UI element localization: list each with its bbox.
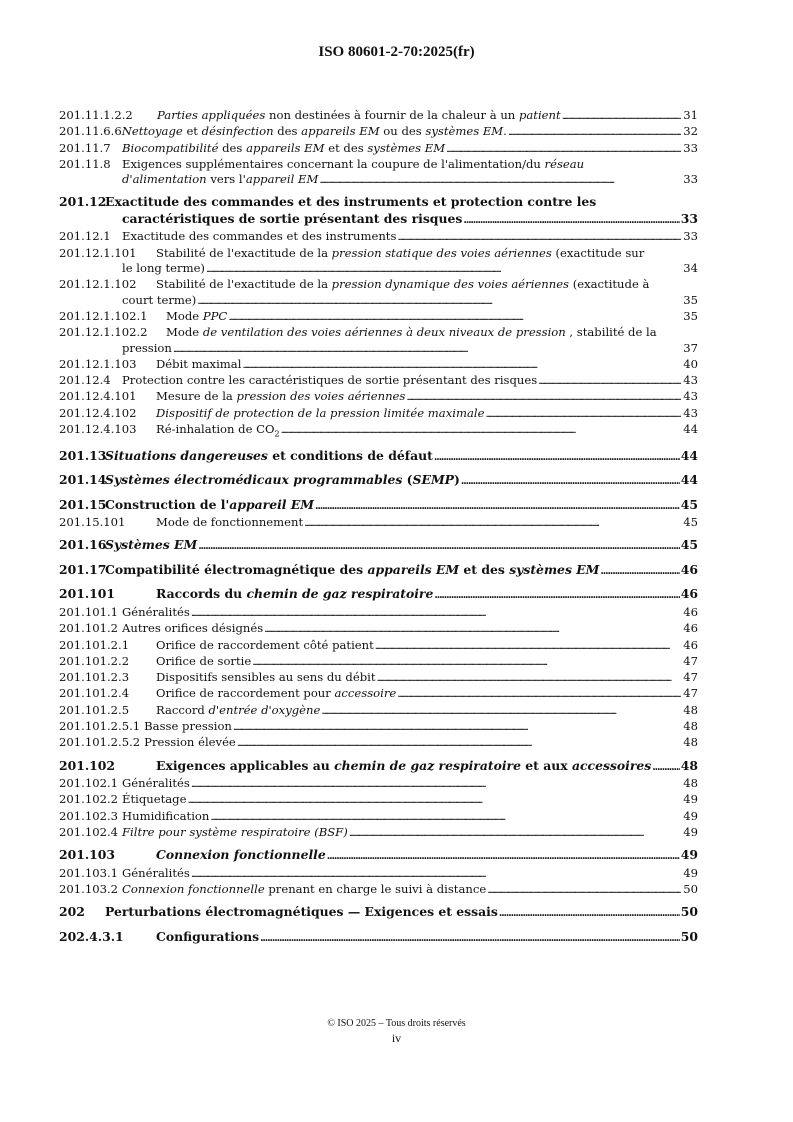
toc-entry[interactable]: 201.16 Systèmes EM . . . 45: [59, 537, 698, 556]
toc-entry[interactable]: 201.12 Exactitude des commandes et des instruments et protection contre les caractéristiques de sortie présentant des risques . . . 33: [59, 194, 698, 229]
toc-page: 35: [683, 308, 698, 323]
toc-page: 33: [680, 210, 698, 226]
toc-entry[interactable]: 201.12.1.102.1 Mode PPC . . . 35: [59, 309, 698, 325]
dot-leader: [187, 792, 681, 808]
toc-number: 201.12.4.103: [59, 422, 137, 437]
toc-entry[interactable]: 201.101.2.1 Orifice de raccordement côté patient . . . 46: [59, 638, 698, 654]
dot-leader: [461, 472, 680, 491]
toc-entry[interactable]: 201.101.2.2 Orifice de sortie . . . 47: [59, 654, 698, 670]
toc-number: 201.101.2.5.2: [59, 735, 141, 750]
toc-page: 34: [683, 261, 698, 276]
toc-entry[interactable]: 201.102.2 Étiquetage . . . 49: [59, 792, 698, 808]
toc-number: 201.101.2.3: [59, 670, 130, 685]
toc-page: 44: [683, 422, 698, 437]
dot-leader: [434, 586, 679, 605]
toc-number: 201.103.1: [59, 865, 119, 880]
toc-page: 46: [683, 604, 698, 619]
toc-number: 201.16: [59, 537, 107, 553]
toc-entry[interactable]: 201.11.7 Biocompatibilité des appareils EM et des systèmes EM . . . 33: [59, 141, 698, 157]
dot-leader: [233, 719, 681, 735]
toc-page: 49: [683, 865, 698, 880]
toc-page: 49: [680, 847, 698, 863]
dot-leader: [191, 866, 681, 882]
dot-leader: [406, 389, 681, 405]
dot-leader: [237, 735, 681, 751]
toc-number: 201.102.4: [59, 825, 119, 840]
toc-page: 49: [683, 825, 698, 840]
dot-leader: [652, 758, 679, 777]
toc-number: 201.101.2.4: [59, 686, 130, 701]
dot-leader: [397, 686, 681, 702]
toc-page: 31: [683, 108, 698, 122]
toc-number: 201.11.7: [59, 140, 111, 155]
toc-number: 201.101.2.5.1: [59, 719, 141, 734]
toc-entry[interactable]: 201.15.101 Mode de fonctionnement . . . 45: [59, 515, 698, 531]
toc-page: 47: [683, 686, 698, 701]
toc-page: 44: [680, 472, 698, 488]
document-id: ISO 80601-2-70:2025(fr): [318, 44, 475, 60]
dot-leader: [499, 904, 680, 923]
toc-page: 48: [683, 776, 698, 791]
dot-leader: [315, 497, 680, 516]
toc-entry[interactable]: 201.12.1.103 Débit maximal . . . 40: [59, 357, 698, 373]
toc-page: 48: [683, 719, 698, 734]
toc-number: 201.17: [59, 561, 107, 577]
toc-page: 33: [683, 172, 698, 187]
toc-page: 44: [680, 447, 698, 463]
toc-entry[interactable]: 201.17 Compatibilité électromagnétique des appareils EM et des systèmes EM . . . 46: [59, 562, 698, 581]
dot-leader: [228, 309, 681, 325]
toc-number: 201.12: [59, 194, 107, 210]
toc-number: 201.101: [59, 586, 116, 602]
page-number: iv: [391, 1031, 402, 1045]
toc-entry[interactable]: 201.103.1 Généralités . . . 49: [59, 866, 698, 882]
toc-page: 46: [680, 561, 698, 577]
toc-page: 32: [683, 124, 698, 139]
dot-leader: [264, 621, 681, 637]
toc-number: 201.102.3: [59, 808, 119, 823]
dot-leader: [377, 670, 682, 686]
toc-entry[interactable]: 201.12.1 Exactitude des commandes et des instruments . . . 33: [59, 229, 698, 245]
toc-entry[interactable]: 201.11.6.6 Nettoyage et désinfection des appareils EM ou des systèmes EM. . . . 32: [59, 124, 698, 140]
toc-number: 201.103: [59, 847, 116, 863]
toc-number: 201.12.1: [59, 229, 111, 244]
page-footer: [0, 1017, 793, 1045]
toc-page: 37: [683, 340, 698, 355]
copyright-notice: © ISO 2025 – Tous droits réservés: [327, 1018, 466, 1029]
dot-leader: [375, 638, 681, 654]
toc-page: 50: [680, 904, 698, 920]
toc-entry[interactable]: 201.101.2.3 Dispositifs sensibles au sens du débit . . . 47: [59, 670, 698, 686]
toc-entry[interactable]: 201.12.4.103 Ré-inhalation de $CO_2$ . . . 44: [59, 422, 698, 442]
toc-number: 201.102: [59, 757, 116, 773]
toc-number: 201.102.1: [59, 776, 119, 791]
toc-number: 201.12.1.102: [59, 277, 137, 292]
toc-page: 50: [683, 882, 698, 897]
toc-page: 48: [683, 735, 698, 750]
toc-number: 201.15.101: [59, 515, 126, 530]
dot-leader: [319, 172, 681, 188]
toc-number: 201.12.1.102.2: [59, 325, 148, 340]
toc-page: 45: [680, 496, 698, 512]
dot-leader: [252, 654, 681, 670]
dot-leader: [206, 261, 681, 277]
toc-number: 201.101.2.5: [59, 702, 130, 717]
table-of-contents: [59, 108, 698, 947]
toc-page: 33: [683, 229, 698, 244]
toc-entry[interactable]: 201.14 Systèmes électromédicaux programmables (SEMP) . . . 44: [59, 472, 698, 491]
toc-number: 201.11.8: [59, 156, 111, 171]
dot-leader: [446, 141, 681, 157]
toc-page: 49: [683, 792, 698, 807]
toc-page: 43: [683, 373, 698, 388]
toc-page: 45: [680, 537, 698, 553]
toc-page: 47: [683, 653, 698, 668]
toc-number: 201.13: [59, 447, 107, 463]
toc-number: 201.12.4: [59, 373, 111, 388]
toc-entry[interactable]: 201.12.4.101 Mesure de la pression des voies aériennes . . . 43: [59, 389, 698, 405]
toc-entry[interactable]: 201.103 Connexion fonctionnelle . . . 49: [59, 847, 698, 866]
dot-leader: [349, 825, 681, 841]
toc-number: 201.103.2: [59, 882, 119, 897]
toc-entry[interactable]: 201.102.1 Généralités . . . 48: [59, 776, 698, 792]
dot-leader: [191, 605, 681, 621]
toc-entry[interactable]: 201.15 Construction de l'appareil EM . . . 45: [59, 497, 698, 516]
dot-leader: [434, 448, 680, 467]
dot-leader: [191, 776, 681, 792]
dot-leader: [327, 847, 680, 866]
toc-entry[interactable]: 201.11.1.2.2 Parties appliquées non destinées à fournir de la chaleur à un patient . . . 31: [59, 108, 698, 124]
toc-page: 48: [683, 702, 698, 717]
toc-page: 43: [683, 405, 698, 420]
dot-leader: [485, 406, 681, 422]
toc-page: 49: [683, 808, 698, 823]
toc-entry[interactable]: 201.101.2 Autres orifices désignés . . . 46: [59, 621, 698, 637]
toc-number: 202.4.3.1: [59, 928, 124, 944]
toc-number: 201.12.4.102: [59, 405, 137, 420]
toc-entry[interactable]: 201.101.2.5.2 Pression élevée . . . 48: [59, 735, 698, 751]
toc-number: 201.15: [59, 496, 107, 512]
toc-entry[interactable]: 201.101.2.5 Raccord d'entrée d'oxygène . . . 48: [59, 703, 698, 719]
toc-entry[interactable]: 201.12.1.102.2 Mode de ventilation des voies aériennes à deux niveaux de pression , stabilité de la pression . . . 37: [59, 325, 698, 357]
toc-entry[interactable]: 201.102 Exigences applicables au chemin de gaz respiratoire et aux accessoires . . . 48: [59, 758, 698, 777]
toc-number: 201.101.1: [59, 604, 119, 619]
toc-page: 45: [683, 515, 698, 530]
page-header: [0, 44, 793, 61]
dot-leader: [487, 882, 681, 898]
toc-page: 35: [683, 292, 698, 307]
toc-entry[interactable]: 202.4.3.1 Configurations . . . 50: [59, 929, 698, 948]
dot-leader: [562, 108, 681, 124]
toc-page: 48: [680, 757, 698, 773]
toc-page: 43: [683, 389, 698, 404]
toc-entry[interactable]: 201.101.2.4 Orifice de raccordement pour accessoire . . . 47: [59, 686, 698, 702]
toc-entry[interactable]: 202 Perturbations électromagnétiques — Exigences et essais . . . 50: [59, 904, 698, 923]
toc-page: 50: [680, 928, 698, 944]
dot-leader: [304, 515, 681, 531]
toc-page: 46: [683, 637, 698, 652]
dot-leader: [508, 124, 681, 140]
dot-leader: [260, 929, 680, 948]
dot-leader: [198, 537, 680, 556]
dot-leader: [173, 341, 681, 357]
toc-page: 47: [683, 670, 698, 685]
toc-number: 201.102.2: [59, 792, 119, 807]
toc-page: 46: [680, 586, 698, 602]
toc-number: 201.14: [59, 472, 107, 488]
toc-entry[interactable]: 201.12.1.102 Stabilité de l'exactitude de la pression dynamique des voies aériennes (exactitude à court terme) . . . 35: [59, 277, 698, 309]
dot-leader: [242, 357, 681, 373]
dot-leader: [281, 422, 681, 438]
toc-number: 201.11.6.6: [59, 124, 122, 139]
dot-leader: [321, 703, 681, 719]
toc-number: 201.12.1.103: [59, 356, 137, 371]
toc-number: 201.101.2.1: [59, 637, 130, 652]
toc-entry[interactable]: 201.102.4 Filtre pour système respiratoire (BSF) . . . 49: [59, 825, 698, 841]
toc-entry[interactable]: 201.101 Raccords du chemin de gaz respiratoire . . . 46: [59, 586, 698, 605]
toc-page: 46: [683, 621, 698, 636]
dot-leader: [210, 809, 681, 825]
toc-entry[interactable]: 201.102.3 Humidification . . . 49: [59, 809, 698, 825]
dot-leader: [538, 373, 681, 389]
toc-page: 40: [683, 356, 698, 371]
toc-entry[interactable]: 201.12.1.101 Stabilité de l'exactitude de la pression statique des voies aériennes (exactitude sur le long terme) . . . 34: [59, 246, 698, 278]
toc-entry[interactable]: 201.11.8 Exigences supplémentaires concernant la coupure de l'alimentation/du réseau d'alimentation vers l'appareil EM . . . 33: [59, 157, 698, 189]
toc-entry[interactable]: 201.101.2.5.1 Basse pression . . . 48: [59, 719, 698, 735]
toc-number: 201.12.1.101: [59, 245, 137, 260]
toc-number: 201.101.2.2: [59, 653, 130, 668]
toc-number: 201.11.1.2.2: [59, 108, 133, 122]
toc-entry[interactable]: 201.13 Situations dangereuses et conditions de défaut . . . 44: [59, 448, 698, 467]
toc-number: 202: [59, 904, 85, 920]
dot-leader: [600, 562, 679, 581]
toc-entry[interactable]: 201.12.4.102 Dispositif de protection de la pression limitée maximale . . . 43: [59, 406, 698, 422]
toc-number: 201.12.1.102.1: [59, 308, 148, 323]
dot-leader: [463, 211, 679, 230]
toc-number: 201.101.2: [59, 621, 119, 636]
toc-number: 201.12.4.101: [59, 389, 137, 404]
toc-page: 33: [683, 140, 698, 155]
dot-leader: [397, 229, 681, 245]
dot-leader: [197, 293, 681, 309]
toc-entry[interactable]: 201.12.4 Protection contre les caractéristiques de sortie présentant des risques . . . 43: [59, 373, 698, 389]
toc-entry[interactable]: 201.103.2 Connexion fonctionnelle prenant en charge le suivi à distance . . . 50: [59, 882, 698, 898]
toc-entry[interactable]: 201.101.1 Généralités . . . 46: [59, 605, 698, 621]
